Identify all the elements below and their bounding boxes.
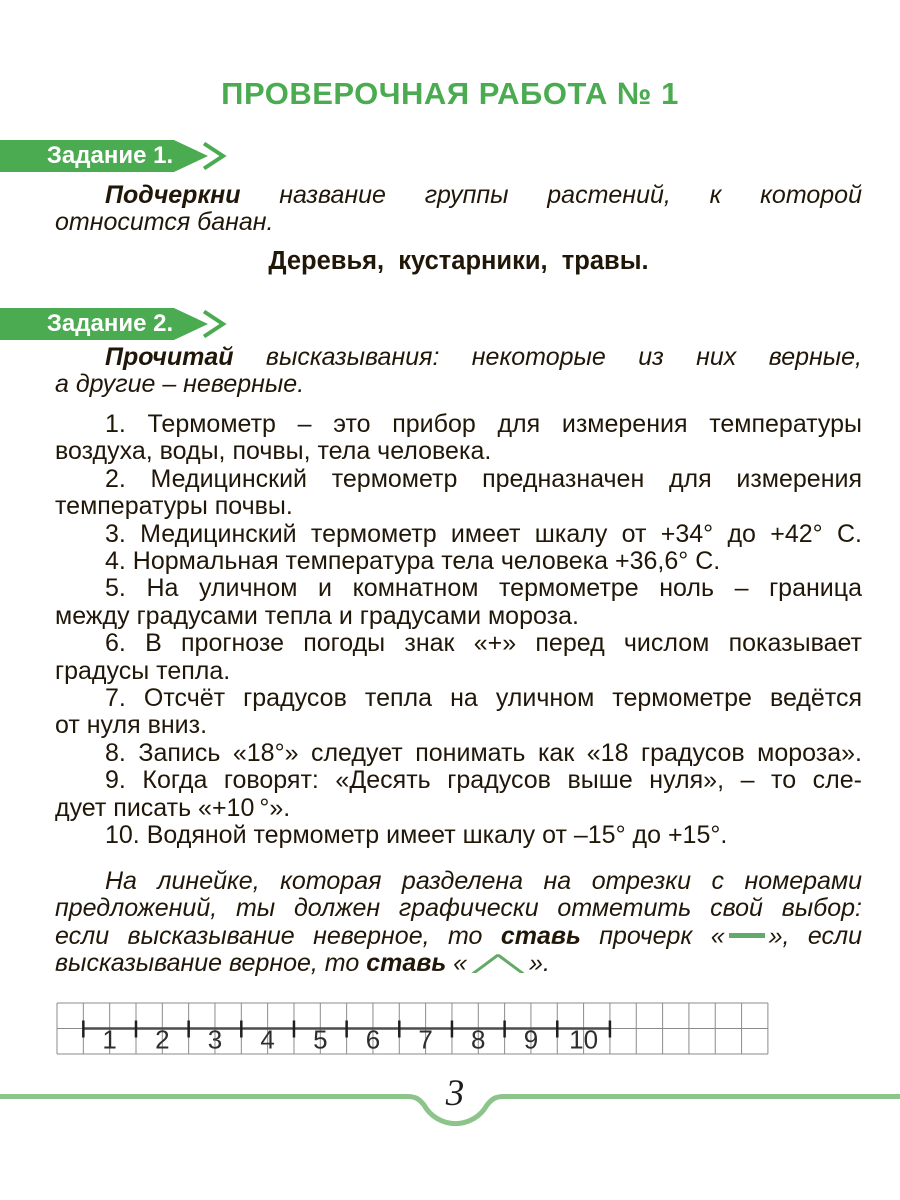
text-segment: 3. Медицинский термометр имеет шкалу от +34° до +42° С.: [105, 519, 862, 548]
task2-banner: [0, 308, 230, 340]
text-line: [55, 822, 862, 849]
ruler-number: 8: [471, 1024, 486, 1055]
text-line: [55, 630, 862, 657]
text-line: [55, 438, 862, 465]
text-line: [55, 603, 862, 630]
text-segment: ставь: [500, 921, 581, 950]
text-line: [55, 575, 862, 602]
text-segment: высказывание верное, то: [55, 949, 367, 978]
text-segment: 6. В прогнозе погоды знак «+» перед числом показывает: [105, 629, 862, 658]
text-segment: относится банан.: [55, 208, 274, 237]
text-line: [55, 740, 862, 767]
text-segment: а другие – неверные.: [55, 370, 305, 399]
text-segment: 1. Термометр – это прибор для измерения температуры: [105, 410, 862, 438]
ruler-number: 3: [207, 1024, 223, 1055]
task1-banner: [0, 140, 230, 172]
text-segment: градусы тепла.: [55, 656, 231, 685]
text-segment: между градусами тепла и градусами мороза.: [55, 601, 579, 630]
text-line: [55, 712, 862, 739]
statement-item: [55, 630, 862, 685]
text-segment: ставь: [366, 949, 447, 978]
text-line: [55, 868, 862, 895]
ruler-number: 9: [523, 1024, 539, 1055]
text-line: [55, 182, 862, 209]
ruler-number: 5: [313, 1024, 328, 1055]
text-line: [55, 795, 862, 822]
statement-item: [55, 466, 862, 521]
text-line: [55, 521, 862, 548]
text-segment: 10. Водяной термометр имеет шкалу от –15° до +15°.: [105, 821, 728, 850]
ruler-number: 4: [260, 1024, 275, 1055]
text-segment: прочерк «: [580, 921, 725, 950]
statement-item: [55, 740, 862, 767]
task1-answer-options: Деревья, кустарники, травы.: [268, 247, 649, 275]
text-line: [55, 371, 862, 398]
page-number: 3: [445, 1073, 465, 1114]
statement-item: [55, 685, 862, 740]
statements-list: [55, 411, 862, 850]
text-segment: 8. Запись «18°» следует понимать как «18 градусов мороза».: [105, 738, 862, 767]
text-segment: 4. Нормальная температура тела человека +36,6° С.: [105, 547, 721, 576]
text-segment: Подчеркни: [105, 181, 241, 209]
task1-intro: [55, 182, 862, 237]
text-segment: 7. Отсчёт градусов тепла на уличном термометре ведётся: [105, 684, 862, 713]
statement-item: [55, 521, 862, 548]
text-segment: 5. На уличном и комнатном термометре ноль – граница: [105, 574, 862, 603]
text-segment: «: [446, 949, 468, 978]
ruler-number: 2: [155, 1024, 170, 1055]
text-line: [55, 685, 862, 712]
text-segment: воздуха, воды, почвы, тела человека.: [55, 437, 492, 466]
statement-item: [55, 575, 862, 630]
marking-instruction: [55, 868, 862, 978]
text-segment: Прочитай: [105, 343, 234, 371]
text-line: [55, 548, 862, 575]
statement-item: [55, 548, 862, 575]
statement-item: [55, 822, 862, 849]
statement-item: [55, 411, 862, 466]
text-line: [55, 411, 862, 438]
text-segment: дует писать «+10 °».: [55, 793, 291, 822]
text-line: [55, 950, 862, 977]
task2-banner-label: Задание 2.: [46, 310, 174, 337]
caret-icon: [471, 954, 525, 973]
text-line: [55, 209, 862, 236]
text-segment: На линейке, которая разделена на отрезки с номерами: [105, 867, 862, 895]
task2-intro: [55, 344, 862, 399]
text-segment: ».: [529, 949, 550, 978]
text-segment: 2. Медицинский термометр предназначен для измерения: [105, 464, 862, 493]
text-line: [55, 767, 862, 794]
statement-item: [55, 767, 862, 822]
ruler-number: 7: [418, 1024, 433, 1055]
dash-icon: [729, 933, 765, 938]
text-segment: если высказывание неверное, то: [55, 921, 501, 950]
text-line: [55, 344, 862, 371]
task1-banner-label: Задание 1.: [46, 142, 174, 169]
text-line: [55, 466, 862, 493]
page-title: ПРОВЕРОЧНАЯ РАБОТА № 1: [221, 76, 679, 111]
text-segment: высказывания: некоторые из них верные,: [233, 343, 862, 371]
text-segment: от нуля вниз.: [55, 711, 208, 740]
text-segment: », если: [768, 921, 862, 950]
text-segment: температуры почвы.: [55, 492, 293, 521]
text-line: [55, 895, 862, 922]
text-segment: предложений, ты должен графически отметить свой выбор:: [55, 894, 862, 923]
ruler-svg: [56, 1002, 769, 1057]
text-line: [55, 658, 862, 685]
ruler-number: 6: [365, 1024, 381, 1055]
ruler-number: 1: [102, 1024, 117, 1055]
text-line: [55, 923, 862, 950]
text-line: [55, 493, 862, 520]
text-segment: название группы растений, к которой: [240, 181, 862, 209]
ruler-number: 10: [569, 1024, 599, 1055]
answer-ruler: [56, 1002, 769, 1062]
text-segment: 9. Когда говорят: «Десять градусов выше нуля», – то сле-: [105, 766, 862, 795]
